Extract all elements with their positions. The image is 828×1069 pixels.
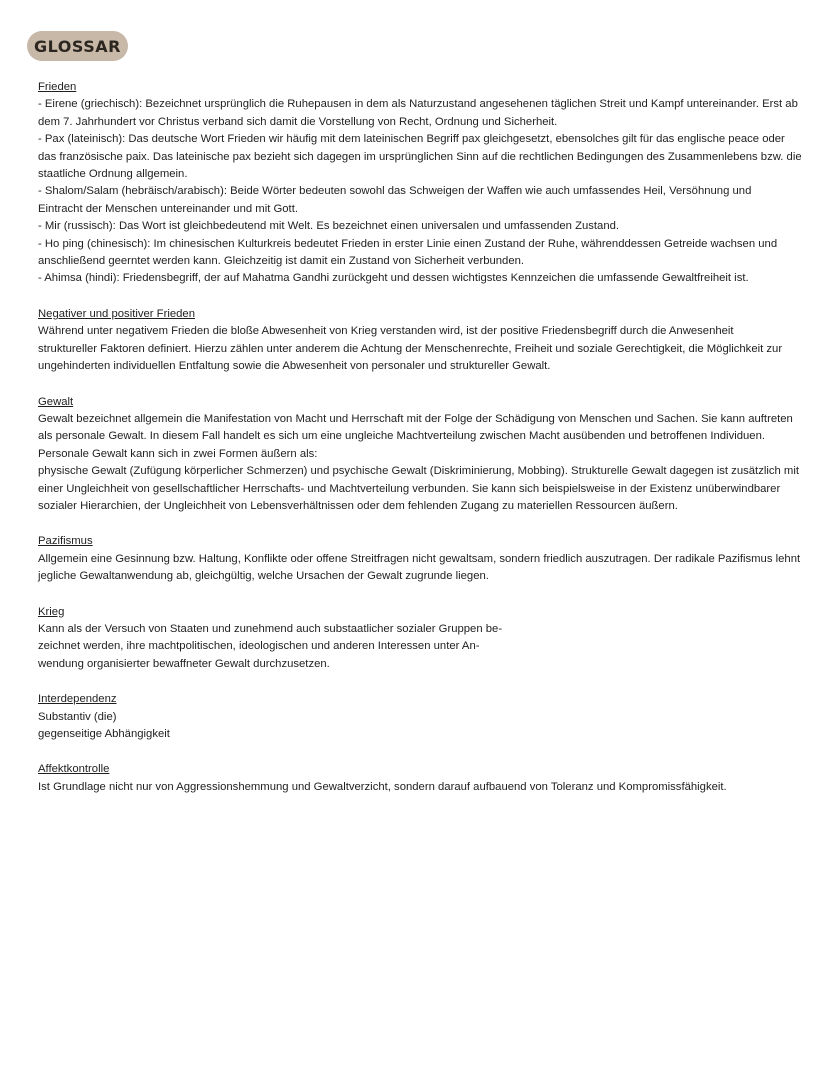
text-line: physische Gewalt (Zufügung körperlicher Schmerzen) und psychische Gewalt (Diskriminierung, Mobbing). Strukturelle Gewalt dagegen ist zusätzlich mit <box>38 465 799 478</box>
text-line: - Eirene (griechisch): Bezeichnet ursprünglich die Ruhepausen in dem als Naturzustand angesehenen täglichen Streit und Kampf untereinander. Erst ab <box>38 98 798 111</box>
text-line: Eintracht der Menschen untereinander und mit Gott. <box>38 202 298 215</box>
section-krieg <box>38 604 508 674</box>
text-line: - Ho ping (chinesisch): Im chinesischen Kulturkreis bedeutet Frieden in erster Linie einen Zustand der Ruhe, währenddessen Getreide wachsen und <box>38 237 778 250</box>
text-line: sozialer Hierarchien, der Ungleichheit von Lebensverhältnissen oder dem fehlenden Zugang zu materiellen Ressourcen äußern. <box>38 499 678 512</box>
section-affektkontrolle <box>38 761 798 796</box>
text-line: - Pax (lateinisch): Das deutsche Wort Frieden wir häufig mit dem lateinischen Begriff pax gleichgesetzt, ebensolches gilt für das englische peace oder <box>38 133 785 146</box>
section-pazifismus <box>38 533 801 585</box>
text-line: Allgemein eine Gesinnung bzw. Haltung, Konflikte oder offene Streitfragen nicht gewaltsam, sondern friedlich auszutragen. Der radikale Pazifismus lehnt <box>38 552 801 565</box>
text-line: als personale Gewalt. In diesem Fall handelt es sich um eine ungleiche Machtverteilung zwischen Macht ausübenden und betroffenen Individuen. <box>38 430 765 443</box>
text-line: - Ahimsa (hindi): Friedensbegriff, der auf Mahatma Gandhi zurückgeht und dessen wichtigstes Kennzeichen die umfassende Gewaltfreiheit ist. <box>38 272 749 285</box>
page-title: GLOSSAR <box>34 36 121 56</box>
section-heading: Krieg <box>38 605 65 618</box>
text-line: einer Ungleichheit von gesellschaftlicher Herrschafts- und Machtverteilung verbunden. Sie kann sich beispielsweise in der Existenz unüberwindbarer <box>38 482 781 495</box>
section-heading: Frieden <box>38 81 77 93</box>
text-line: Gewalt bezeichnet allgemein die Manifestation von Macht und Herrschaft mit der Folge der Schädigung von Menschen und Sachen. Sie kann auftreten <box>38 412 793 425</box>
section-heading: Interdependenz <box>38 693 117 706</box>
glossary-content <box>38 79 802 814</box>
text-line: zeichnet werden, ihre machtpolitischen, ideologischen und anderen Interessen unter An- <box>38 640 480 653</box>
text-line: anschließend geerntet werden kann. Gleichzeitig ist damit ein Zustand von Sicherheit verbunden. <box>38 255 525 268</box>
text-line: Substantiv (die) <box>38 710 117 723</box>
text-line: ungehinderten individuellen Entfaltung sowie die Abwesenheit von personaler und struktureller Gewalt. <box>38 360 551 373</box>
text-line: struktureller Faktoren definiert. Hierzu zählen unter anderem die Achtung der Menschenrechte, Freiheit und soziale Gerechtigkeit, die Möglichkeit zur <box>38 342 783 355</box>
section-heading: Negativer und positiver Frieden <box>38 307 195 320</box>
section-frieden <box>38 79 802 288</box>
text-line: das französische paix. Das lateinische pax bezieht sich dagegen im ursprünglichen Sinn auf die rechtlichen Bedingungen des Zusammenlebens bzw. die <box>38 150 802 163</box>
text-line: Ist Grundlage nicht nur von Aggressionshemmung und Gewaltverzicht, sondern darauf aufbauend von Toleranz und Kompromissfähigkeit. <box>38 780 727 793</box>
text-line: dem 7. Jahrhundert vor Christus verband sich damit die Vorstellung von Recht, Ordnung und Sicherheit. <box>38 115 558 128</box>
glossar-badge <box>27 31 128 61</box>
section-heading: Affektkontrolle <box>38 763 110 776</box>
text-line: wendung organisierter bewaffneter Gewalt durchzusetzen. <box>38 657 330 670</box>
text-line: jegliche Gewaltanwendung ab, gleichgültig, welche Ursachen der Gewalt zugrunde liegen. <box>38 570 489 583</box>
text-line: - Mir (russisch): Das Wort ist gleichbedeutend mit Welt. Es bezeichnet einen universalen und umfassenden Zustand. <box>38 220 620 233</box>
section-negativer-positiver-frieden <box>38 306 798 376</box>
text-line: Kann als der Versuch von Staaten und zunehmend auch substaatlicher sozialer Gruppen be- <box>38 622 503 635</box>
text-line: Während unter negativem Frieden die bloße Abwesenheit von Krieg verstanden wird, ist der positive Friedensbegriff durch die Anwesenheit <box>38 325 734 338</box>
section-heading: Gewalt <box>38 395 74 408</box>
section-heading: Pazifismus <box>38 535 93 548</box>
section-gewalt <box>38 394 798 516</box>
section-interdependenz <box>38 691 798 743</box>
text-line: - Shalom/Salam (hebräisch/arabisch): Beide Wörter bedeuten sowohl das Schweigen der Waffen wie auch umfassendes Heil, Versöhnung und <box>38 185 752 198</box>
text-line: gegenseitige Abhängigkeit <box>38 728 170 740</box>
text-line: staatliche Ordnung allgemein. <box>38 168 188 181</box>
text-line: Personale Gewalt kann sich in zwei Formen äußern als: <box>38 447 318 460</box>
